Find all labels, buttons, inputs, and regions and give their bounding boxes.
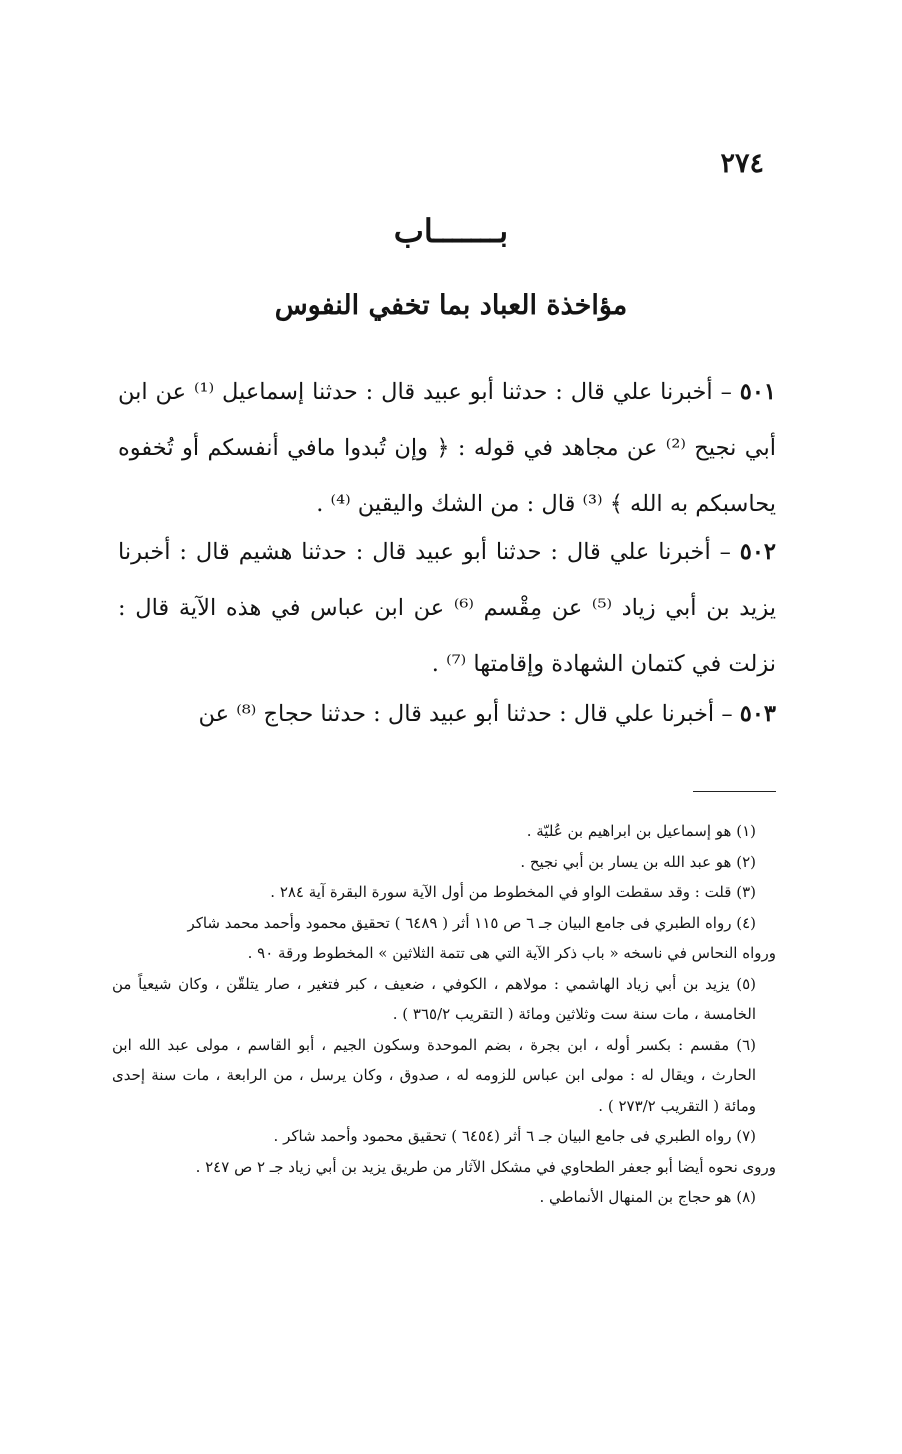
hadith-number: ٥٠٣: [739, 701, 776, 727]
footnote-5: (٥) يزيد بن أبي زياد الهاشمي : مولاهم ، الكوفي ، ضعيف ، كبر فتغير ، صار يتلقّن ، وكان شيعياً من الخامسة ، مات سنة ست وثلاثين ومائة ( التقريب ٣٦٥/٢ ) .: [112, 974, 756, 1023]
footnotes: [112, 816, 776, 1213]
footnote-7: (٧) رواه الطبري فى جامع البيان جـ ٦ أثر (٦٤٥٤ ) تحقيق محمود وأحمد شاكر .: [273, 1127, 756, 1145]
footnote-6: (٦) مقسم : بكسر أوله ، ابن بجرة ، بضم الموحدة وسكون الجيم ، أبو القاسم ، مولى عبد الله ابن الحارث ، ويقال له : مولى ابن عباس للزومه له ، صدوق ، وكان يرسل ، من الرابعة ، مات سنة إحدى ومائة ( التقريب ٢٧٣/٢ ) .: [112, 1035, 756, 1115]
hadith-number: ٥٠٢: [739, 539, 776, 565]
page-number: ٢٧٤: [720, 148, 764, 179]
footnote-8: (٨) هو حجاج بن المنهال الأنماطي .: [539, 1188, 756, 1206]
hadith-503: [118, 686, 776, 742]
hadith-text: – أخبرنا علي قال : حدثنا أبو عبيد قال : حدثنا هشيم قال : أخبرنا يزيد بن أبي زياد ⁽⁵⁾ عن مِقْسم ⁽⁶⁾ عن ابن عباس في هذه الآية قال : نزلت في كتمان الشهادة وإقامتها ⁽⁷⁾ .: [118, 539, 776, 677]
hadith-text: – أخبرنا علي قال : حدثنا أبو عبيد قال : حدثنا إسماعيل ⁽¹⁾ عن ابن أبي نجيح ⁽²⁾ عن مجاهد في قوله : ﴿ وإن تُبدوا مافي أنفسكم أو تُخفوه يحاسبكم به الله ﴾ ⁽³⁾ قال : من الشك واليقين ⁽⁴⁾ .: [118, 379, 776, 517]
hadith-number: ٥٠١: [739, 379, 776, 405]
hadith-501: [118, 364, 776, 532]
footnote-4: (٤) رواه الطبري فى جامع البيان جـ ٦ ص ١١٥ أثر ( ٦٤٨٩ ) تحقيق محمود وأحمد محمد شاكر: [187, 913, 756, 932]
footnote-separator: [693, 791, 776, 792]
section-title: بـــــــاب: [393, 212, 509, 250]
footnote-1: (١) هو إسماعيل بن ابراهيم بن عُليّة .: [526, 822, 756, 840]
footnote-4-continuation: ورواه النحاس في ناسخه « باب ذكر الآية التي هى تتمة الثلاثين » المخطوط ورقة ٩٠ .: [247, 944, 776, 962]
footnote-2: (٢) هو عبد الله بن يسار بن أبي نجيح .: [520, 852, 756, 871]
footnote-7-continuation: وروى نحوه أيضا أبو جعفر الطحاوي في مشكل الآثار من طريق يزيد بن أبي زياد جـ ٢ ص ٢٤٧ .: [195, 1157, 776, 1176]
hadith-502: [118, 524, 776, 692]
footnote-3: (٣) قلت : وقد سقطت الواو في المخطوط من أول الآية سورة البقرة آية ٢٨٤ .: [270, 883, 756, 901]
hadith-text: – أخبرنا علي قال : حدثنا أبو عبيد قال : حدثنا حجاج ⁽⁸⁾ عن: [198, 701, 740, 727]
chapter-title: مؤاخذة العباد بما تخفي النفوس: [274, 290, 628, 321]
